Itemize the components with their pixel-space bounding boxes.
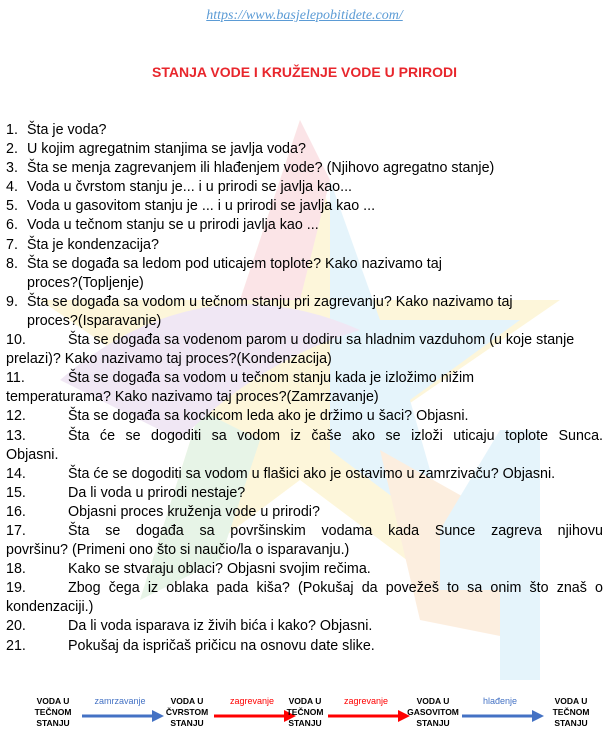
item-text-continued: proces?(Topljenje) — [27, 274, 144, 291]
item-text: Šta se događa sa vodom u tečnom stanju pri zagrevanju? Kako nazivamo taj — [27, 293, 513, 310]
state-line: TEČNOM — [286, 707, 324, 717]
flow-arrow — [462, 696, 546, 726]
state-line: VODA U — [554, 696, 588, 706]
state-box — [156, 696, 218, 729]
state-line: STANJU — [36, 718, 70, 728]
item-text: Šta je voda? — [27, 122, 107, 138]
item-number: 1. — [6, 122, 18, 138]
item-text-continued: prelazi)? Kako nazivamo taj proces?(Kondenzacija) — [6, 351, 332, 368]
list-item — [6, 522, 603, 560]
state-line: STANJU — [416, 718, 450, 728]
item-text: Zbog čega iz oblaka pada kiša? (Pokušaj da povežeš to sa onim što znaš o — [68, 580, 603, 597]
item-text-continued: površinu? (Primeni ono što si naučio/la o isparavanju.) — [6, 542, 350, 559]
state-line: STANJU — [170, 718, 204, 728]
item-number: 17. — [6, 522, 26, 539]
list-item — [6, 617, 603, 636]
flow-arrow — [328, 696, 412, 726]
list-item — [6, 369, 603, 407]
source-url-link[interactable]: https://www.basjelepobitidete.com/ — [206, 8, 403, 23]
item-number: 3. — [6, 160, 18, 177]
state-line: TEČNOM — [552, 707, 590, 717]
arrow-label: zagrevanje — [229, 696, 275, 706]
state-line: TEČNOM — [34, 707, 72, 717]
item-text-continued: proces?(Isparavanje) — [27, 312, 162, 329]
list-item — [6, 255, 603, 293]
item-text: Šta se događa sa vodom u tečnom stanju kada je izložimo nižim — [68, 370, 475, 387]
state-line: STANJU — [554, 718, 588, 728]
item-number: 9. — [6, 293, 18, 310]
list-item — [6, 331, 603, 369]
item-number: 12. — [6, 408, 26, 425]
state-box — [402, 696, 464, 729]
state-line: STANJU — [288, 718, 322, 728]
state-line: VODA U — [170, 696, 204, 706]
item-number: 15. — [6, 484, 26, 501]
item-number: 8. — [6, 255, 18, 272]
arrow-right-icon — [328, 710, 410, 722]
item-number: 21. — [6, 637, 26, 654]
item-text-continued: Objasni. — [6, 446, 59, 463]
state-line: ČVRSTOM — [165, 707, 209, 717]
arrow-right-icon — [462, 710, 544, 722]
state-line: VODA U — [36, 696, 70, 706]
state-line: VODA U — [288, 696, 322, 706]
item-text-continued: kondenzaciji.) — [6, 599, 94, 616]
item-text: Šta će se dogoditi sa vodom u flašici ako je ostavimo u zamrzivaču? Objasni. — [68, 465, 556, 482]
item-text: Voda u tečnom stanju se u prirodi javlja kao ... — [27, 217, 319, 234]
item-text: Voda u čvrstom stanju je... i u prirodi se javlja kao... — [27, 179, 353, 196]
arrow-label: hlađenje — [482, 696, 518, 706]
item-number: 4. — [6, 179, 18, 196]
item-number: 7. — [6, 236, 18, 253]
item-text: Da li voda u prirodi nestaje? — [68, 484, 246, 501]
item-number: 14. — [6, 465, 26, 482]
water-state-flow-diagram — [22, 696, 602, 738]
item-number: 13. — [6, 427, 26, 444]
item-text-continued: temperaturama? Kako nazivamo taj proces?(Zamrzavanje) — [6, 389, 379, 406]
list-item — [6, 216, 603, 235]
item-text: Da li voda isparava iz živih bića i kako? Objasni. — [68, 618, 373, 635]
item-text: Pokušaj da ispričaš pričicu na osnovu date slike. — [68, 637, 375, 654]
item-text: U kojim agregatnim stanjima se javlja voda? — [27, 141, 306, 158]
list-item — [6, 293, 603, 331]
item-text: Šta je kondenzacija? — [27, 236, 159, 253]
item-number: 2. — [6, 141, 18, 158]
item-text: Objasni proces kruženja vode u prirodi? — [68, 503, 320, 520]
state-line: GASOVITOM — [407, 707, 459, 717]
item-text: Šta se događa sa vodenom parom u dodiru sa hladnim vazduhom (u koje stanje — [68, 332, 575, 349]
item-number: 11. — [6, 370, 25, 387]
list-item — [6, 579, 603, 617]
item-text: Šta se događa sa površinskim vodama kada Sunce zagreva njihovu — [68, 522, 603, 539]
list-item — [6, 503, 603, 522]
list-item — [6, 407, 603, 426]
item-text: Kako se stvaraju oblaci? Objasni svojim rečima. — [68, 561, 371, 578]
item-number: 16. — [6, 503, 26, 520]
list-item — [6, 236, 603, 255]
item-text: Šta se događa sa ledom pod uticajem toplote? Kako nazivamo taj — [27, 255, 442, 272]
flow-arrow — [82, 696, 166, 726]
list-item — [6, 427, 603, 465]
list-item — [6, 637, 603, 656]
page-title: STANJA VODE I KRUŽENJE VODE U PRIRODI — [152, 64, 457, 80]
list-item — [6, 484, 603, 503]
item-text: Šta se događa sa kockicom leda ako je držimo u šaci? Objasni. — [68, 408, 469, 425]
list-item — [6, 159, 603, 178]
list-item — [6, 465, 603, 484]
list-item — [6, 121, 603, 140]
list-item — [6, 560, 603, 579]
state-box — [274, 696, 336, 729]
item-number: 10. — [6, 332, 26, 349]
item-number: 6. — [6, 217, 18, 234]
arrow-label: zagrevanje — [343, 696, 389, 706]
state-box — [540, 696, 602, 729]
arrow-right-icon — [82, 710, 164, 722]
item-number: 18. — [6, 561, 26, 578]
item-text: Voda u gasovitom stanju je ... i u prirodi se javlja kao ... — [27, 198, 376, 215]
item-number: 5. — [6, 198, 18, 215]
question-list — [6, 121, 603, 656]
arrow-label: zamrzavanje — [94, 696, 146, 706]
state-line: VODA U — [416, 696, 450, 706]
item-number: 20. — [6, 618, 26, 635]
state-box — [22, 696, 84, 729]
item-text: Šta će se dogoditi sa vodom iz čaše ako se izloži uticaju toplote Sunca. — [68, 427, 603, 444]
item-text: Šta se menja zagrevanjem ili hlađenjem vode? (Njihovo agregatno stanje) — [27, 160, 495, 177]
list-item — [6, 197, 603, 216]
list-item — [6, 178, 603, 197]
item-number: 19. — [6, 580, 26, 597]
list-item — [6, 140, 603, 159]
